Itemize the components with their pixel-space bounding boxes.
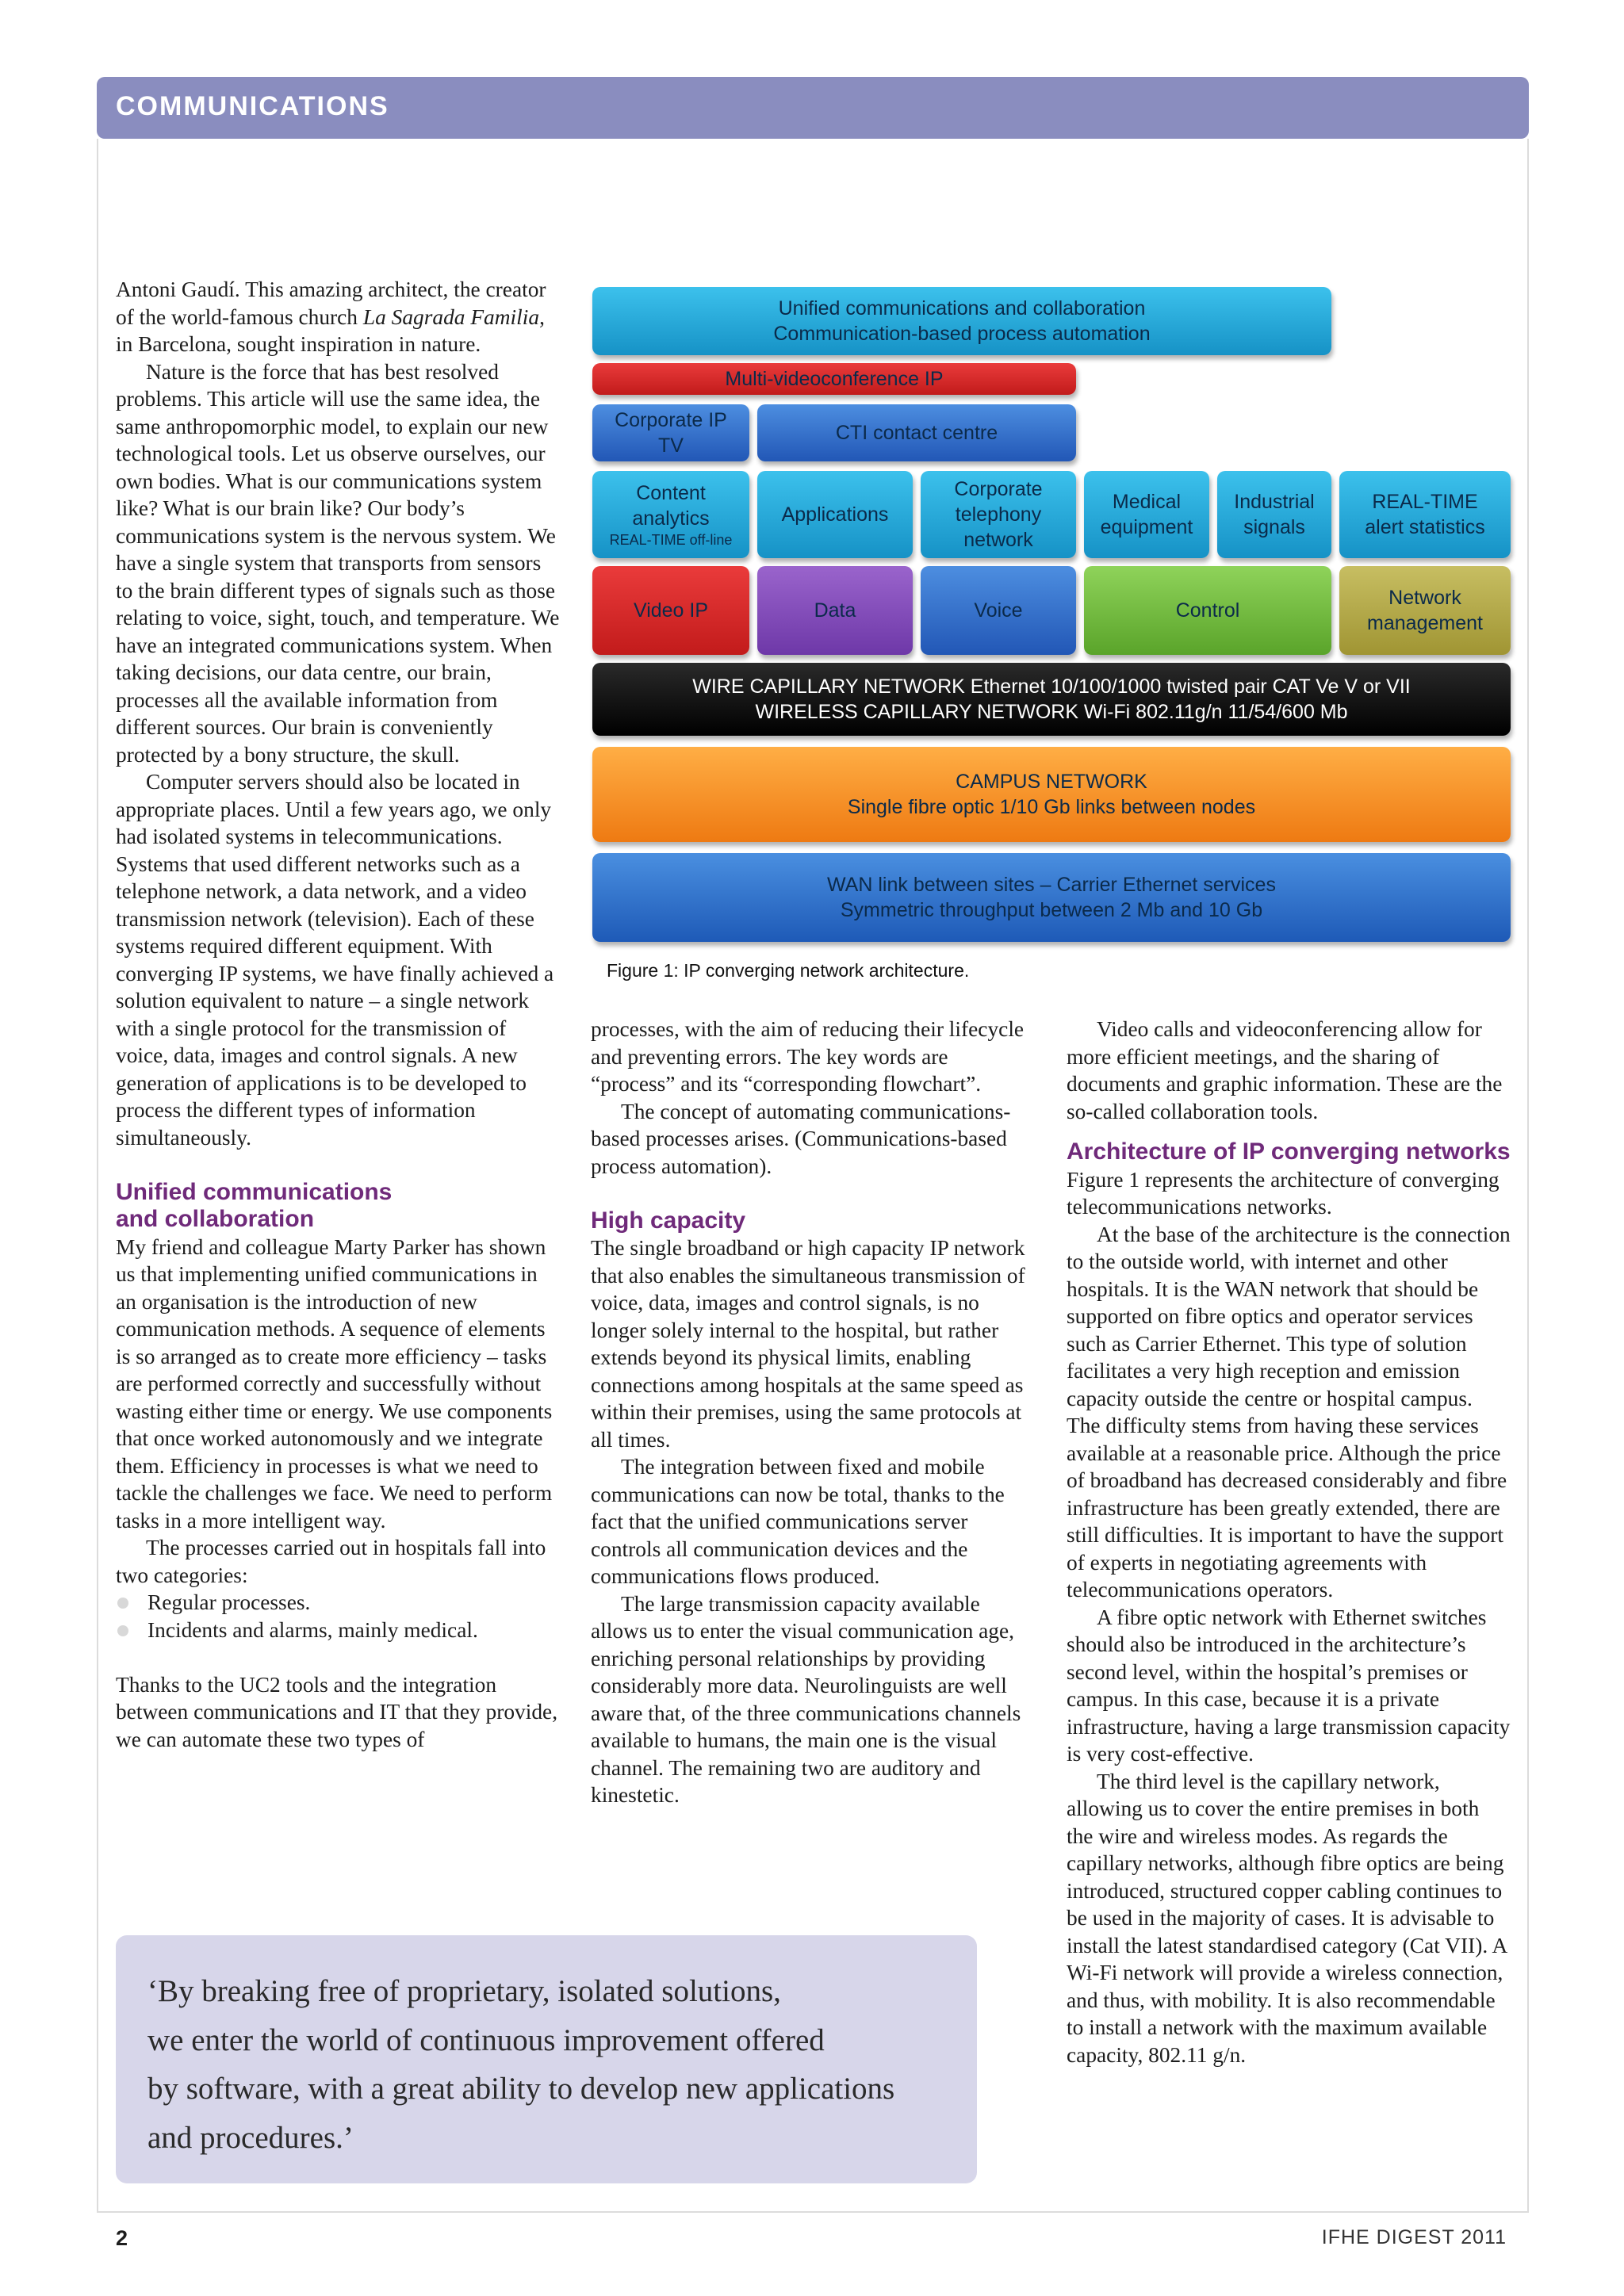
block-label: alert statistics [1365, 516, 1485, 538]
column-2 [591, 1016, 1035, 1809]
block-label: Network [1388, 587, 1461, 609]
block-label: Industrial [1234, 491, 1315, 513]
section-heading [116, 1179, 560, 1234]
block-label: signals [1243, 516, 1305, 538]
paragraph: processes, with the aim of reducing their lifecycle and preventing errors. The key words are “process” and its “corresponding flowchart”. [591, 1017, 1025, 1096]
block-label: Medical [1112, 491, 1182, 513]
block-label: Content [636, 482, 706, 504]
block-applications [757, 471, 913, 558]
block-label: TV [658, 434, 684, 457]
list-item-text: Incidents and alarms, mainly medical. [147, 1617, 478, 1642]
column-3 [1067, 1016, 1511, 2068]
block-label: Symmetric throughput between 2 Mb and 10 Gb [840, 899, 1263, 921]
list-item [116, 1589, 560, 1617]
paragraph: The third level is the capillary network, allowing us to cover the entire premises in both the wire and wireless modes. As regards the capillary networks, although fibre optics are being introduced, structured copper cabling continues to be used in the majority of cases. It is advisable to install the latest standardised category (Cat VII). A Wi-Fi network will provide a wireless connection, and thus, with mobility. It is also recommendable to install a network with the maximum available capacity, 802.11 g/n. [1067, 1769, 1507, 2067]
block-label: Data [814, 599, 856, 622]
block-network-management [1339, 566, 1511, 655]
block-label: Voice [974, 599, 1023, 622]
block-label: Unified communications and collaboration [778, 297, 1146, 320]
block-corporate-ip-tv [592, 404, 749, 461]
block-label: telephony [955, 503, 1042, 526]
heading-line: Unified communications [116, 1178, 393, 1205]
block-label: Applications [781, 503, 889, 526]
text: , in Barcelona, sought inspiration in nature. [116, 304, 545, 356]
block-data [757, 566, 913, 655]
column-1 [116, 276, 560, 1753]
church-name: La Sagrada Familia [362, 304, 540, 329]
block-label: equipment [1100, 516, 1193, 538]
paragraph: A fibre optic network with Ethernet switches should also be introduced in the architecture’s second level, within the hospital’s premises or campus. In this case, because it is a private infrastructure, having a large transmission capacity is very cost-effective. [1067, 1605, 1511, 1766]
block-label: Control [1175, 599, 1240, 622]
block-label: analytics [632, 507, 710, 530]
block-label: WAN link between sites – Carrier Ethernet services [827, 874, 1276, 896]
paragraph: Computer servers should also be located in appropriate places. Until a few years ago, we only had isolated systems in telecommunications. Systems that used different networks such as a telephone network, a data network, and a video transmission network (television). Each of these systems required different equipment. With converging IP systems, we have finally achieved a solution equivalent to nature – a single network with a single protocol for the transmission of voice, data, images and control signals. A new generation of applications is to be developed to process the different types of information simultaneously. [116, 770, 554, 1150]
paragraph: Thanks to the UC2 tools and the integration between communications and IT that they provide, we can automate these two types of [116, 1672, 558, 1751]
block-label: REAL-TIME [1372, 491, 1478, 513]
block-capillary-network [592, 663, 1511, 736]
block-realtime-alert-statistics [1339, 471, 1511, 558]
block-industrial-signals [1217, 471, 1331, 558]
block-label: network [963, 529, 1033, 551]
block-label: Corporate IP [615, 409, 727, 431]
pull-quote [116, 1935, 977, 2183]
block-wan-link [592, 853, 1511, 942]
page-number: 2 [116, 2226, 128, 2250]
heading-line: and collaboration [116, 1206, 315, 1232]
quote-line: ‘By breaking free of proprietary, isolated solutions, [147, 1974, 781, 2008]
paragraph: Video calls and videoconferencing allow for more efficient meetings, and the sharing of documents and graphic information. These are the so-called collaboration tools. [1067, 1017, 1503, 1123]
block-campus-network [592, 747, 1511, 842]
block-label: WIRE CAPILLARY NETWORK Ethernet 10/100/1000 twisted pair CAT Ve V or VII [692, 675, 1411, 698]
paragraph: At the base of the architecture is the connection to the outside world, with internet and other hospitals. It is the WAN network that should be supported on fibre optics and operator services such as Carrier Ethernet. This type of solution facilitates a very high reception and emission capacity outside the centre or hospital campus. The difficulty stems from having these services available at a reasonable price. Although the price of broadband has decreased considerably and fibre infrastructure has been greatly extended, there are still difficulties. It is important to have the support of experts in negotiating agreements with telecommunications operators. [1067, 1222, 1511, 1601]
paragraph: The integration between fixed and mobile communications can now be total, thanks to the fact that the unified communications server controls all communication devices and the communications flows produced. [591, 1455, 1005, 1588]
section-title: COMMUNICATIONS [116, 91, 389, 121]
architecture-diagram [591, 284, 1515, 950]
paragraph: The concept of automating communications-based processes arises. (Communications-based process automation). [591, 1099, 1011, 1178]
paragraph: The processes carried out in hospitals fall into two categories: [116, 1536, 546, 1587]
section-header-bar [97, 77, 1529, 139]
block-sublabel: REAL-TIME off-line [609, 532, 733, 548]
quote-line: by software, with a great ability to develop new applications [147, 2072, 895, 2106]
block-video-ip [592, 566, 749, 655]
pull-quote-text [147, 1967, 945, 2162]
quote-line: and procedures.’ [147, 2120, 354, 2155]
paragraph: The single broadband or high capacity IP network that also enables the simultaneous transmission of voice, data, images and control signals, is no longer solely internal to the hospital, but rather extends beyond its physical limits, enabling connections among hospitals at the same speed as within their premises, using the same protocols at all times. [591, 1236, 1025, 1452]
publication-name: IFHE DIGEST 2011 [1321, 2226, 1507, 2248]
list-item [116, 1617, 560, 1644]
block-label: Video IP [633, 599, 709, 622]
block-control [1084, 566, 1331, 655]
figure-caption: Figure 1: IP converging network architecture. [607, 960, 970, 981]
block-multi-videoconference [592, 363, 1076, 395]
bullet-icon [117, 1625, 128, 1636]
block-label: CTI contact centre [835, 422, 998, 444]
block-label: management [1367, 612, 1483, 634]
section-heading: High capacity [591, 1207, 746, 1234]
paragraph: Nature is the force that has best resolved problems. This article will use the same idea, the same anthropomorphic model, to explain our new technological tools. Let us observe ourselves, our own bodies. What is our communications system like? What is our brain like? Our body’s communications system is the nervous system. We have a single system that transports from sensors to the brain different types of signals such as those relating to voice, sight, touch, and temperature. We have an integrated communications system. When taking decisions, our data centre, our brain, processes all the available information from different sources. Our brain is conveniently protected by a bony structure, the skull. [116, 359, 560, 767]
bullet-list [116, 1589, 560, 1644]
block-label: Communication-based process automation [773, 323, 1151, 345]
section-heading: Architecture of IP converging networks [1067, 1138, 1511, 1165]
paragraph: Figure 1 represents the architecture of converging telecommunications networks. [1067, 1167, 1500, 1219]
block-label: WIRELESS CAPILLARY NETWORK Wi-Fi 802.11g/n 11/54/600 Mb [755, 701, 1348, 723]
quote-line: we enter the world of continuous improvement offered [147, 2022, 825, 2057]
block-unified-communications [592, 287, 1331, 355]
paragraph: The large transmission capacity available allows us to enter the visual communication age, enriching personal relationships by providing considerably more data. Neurolinguists are well aware that, of the three communications channels available to humans, the main one is the visual channel. The remaining two are auditory and kinestetic. [591, 1591, 1021, 1807]
text: Antoni Gaudí. This amazing architect, the creator of the world-famous church [116, 277, 546, 329]
block-medical-equipment [1084, 471, 1209, 558]
bullet-icon [117, 1598, 128, 1609]
block-label: Corporate [954, 478, 1043, 500]
block-voice [921, 566, 1076, 655]
block-corporate-telephony [921, 471, 1076, 558]
block-label: CAMPUS NETWORK [956, 771, 1147, 793]
paragraph [116, 276, 560, 358]
block-cti-contact-centre [757, 404, 1076, 461]
paragraph: My friend and colleague Marty Parker has shown us that implementing unified communications in an organisation is the introduction of new communication methods. A sequence of elements is so arranged as to create more efficiency – tasks are performed correctly and successfully without wasting either time or energy. We use components that once worked autonomously and we integrate them. Efficiency in processes is what we need to tackle the challenges we face. We need to perform tasks in a more intelligent way. [116, 1234, 553, 1533]
list-item-text: Regular processes. [147, 1590, 311, 1614]
block-label: Single fibre optic 1/10 Gb links between nodes [847, 796, 1256, 818]
block-label: Multi-videoconference IP [725, 368, 944, 390]
block-content-analytics [592, 471, 749, 558]
